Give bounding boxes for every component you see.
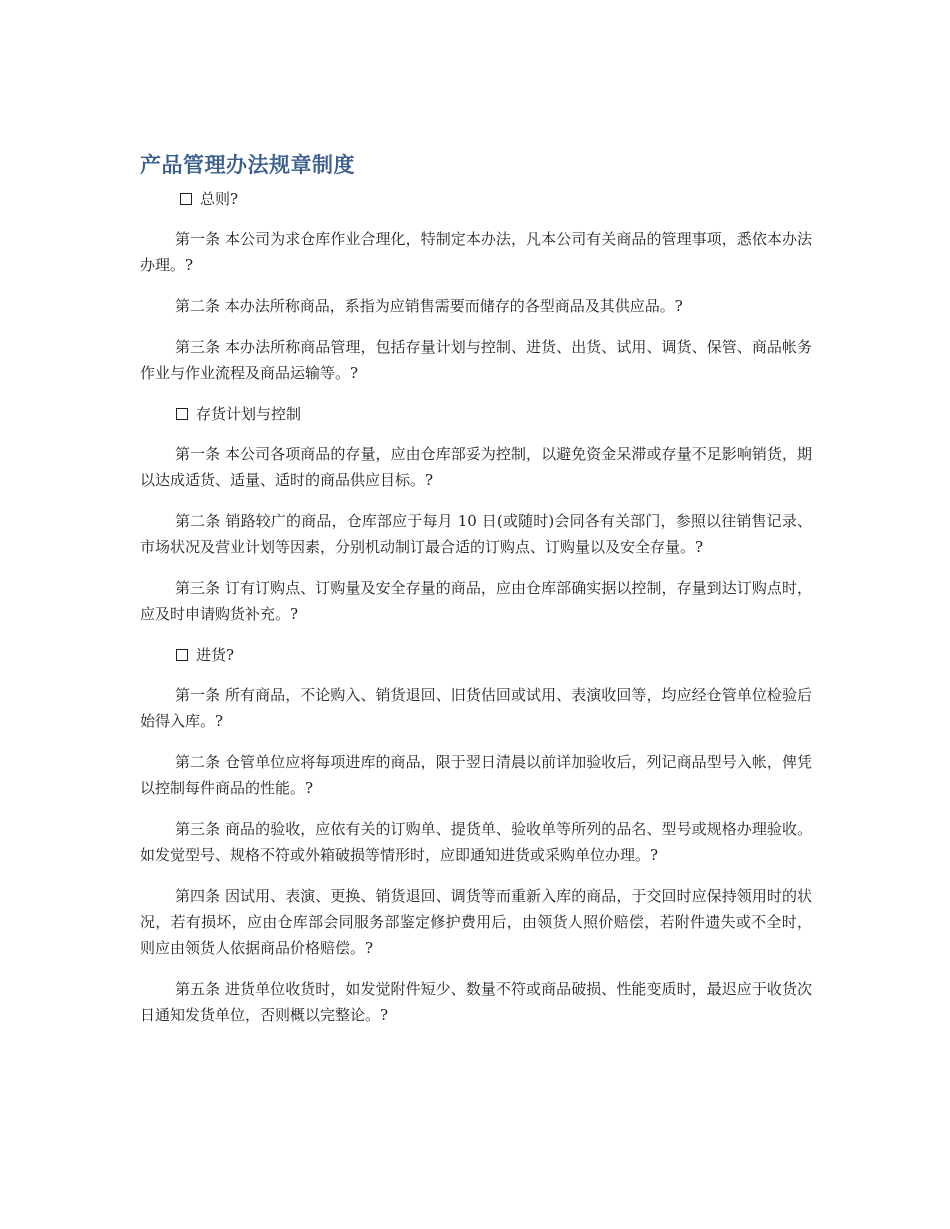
article-paragraph: 第五条 进货单位收货时，如发觉附件短少、数量不符或商品破损、性能变质时，最迟应于收货次日通知发货单位，否则概以完整论。? (140, 980, 812, 1024)
checkbox-square-icon (176, 649, 188, 661)
article-paragraph: 第二条 本办法所称商品，系指为应销售需要而储存的各型商品及其供应品。? (175, 297, 683, 315)
article-paragraph: 第三条 商品的验收，应依有关的订购单、提货单、验收单等所列的品名、型号或规格办理验收。如发觉型号、规格不符或外箱破损等情形时，应即通知进货或采购单位办理。? (140, 820, 812, 864)
checkbox-square-icon (180, 193, 192, 205)
section-heading-text: 总则? (200, 190, 239, 208)
article-paragraph: 第三条 订有订购点、订购量及安全存量的商品，应由仓库部确实据以控制，存量到达订购点时，应及时申请购货补充。? (140, 579, 812, 623)
checkbox-square-icon (176, 408, 188, 420)
document-title: 产品管理办法规章制度 (140, 153, 355, 177)
article-paragraph: 第一条 本公司各项商品的存量，应由仓库部妥为控制，以避免资金呆滞或存量不足影响销货，期以达成适货、适量、适时的商品供应目标。? (140, 445, 812, 489)
section-heading-text: 进货? (196, 646, 235, 664)
article-paragraph: 第一条 所有商品，不论购入、销货退回、旧货估回或试用、表演收回等，均应经仓管单位检验后始得入库。? (140, 686, 812, 730)
article-paragraph: 第二条 销路较广的商品，仓库部应于每月 10 日(或随时)会同各有关部门，参照以往销售记录、市场状况及营业计划等因素，分别机动制订最合适的订购点、订购量以及安全存量。? (140, 512, 812, 556)
section-heading-text: 存货计划与控制 (196, 405, 302, 423)
section-heading-inventory (140, 401, 812, 427)
section-heading-receiving (140, 642, 812, 668)
document-page (140, 150, 812, 1043)
section-heading-general (140, 186, 812, 212)
article-paragraph: 第四条 因试用、表演、更换、销货退回、调货等而重新入库的商品，于交回时应保持领用时的状况，若有损坏，应由仓库部会同服务部鉴定修护费用后，由领货人照价赔偿，若附件遗失或不全时，则应由领货人依据商品价格赔偿。? (140, 887, 812, 957)
article-paragraph: 第三条 本办法所称商品管理，包括存量计划与控制、进货、出货、试用、调货、保管、商品帐务作业与作业流程及商品运输等。? (140, 338, 812, 382)
article-paragraph: 第二条 仓管单位应将每项进库的商品，限于翌日清晨以前详加验收后，列记商品型号入帐，俾凭以控制每件商品的性能。? (140, 753, 812, 797)
article-paragraph: 第一条 本公司为求仓库作业合理化，特制定本办法，凡本公司有关商品的管理事项，悉依本办法办理。? (140, 230, 812, 274)
